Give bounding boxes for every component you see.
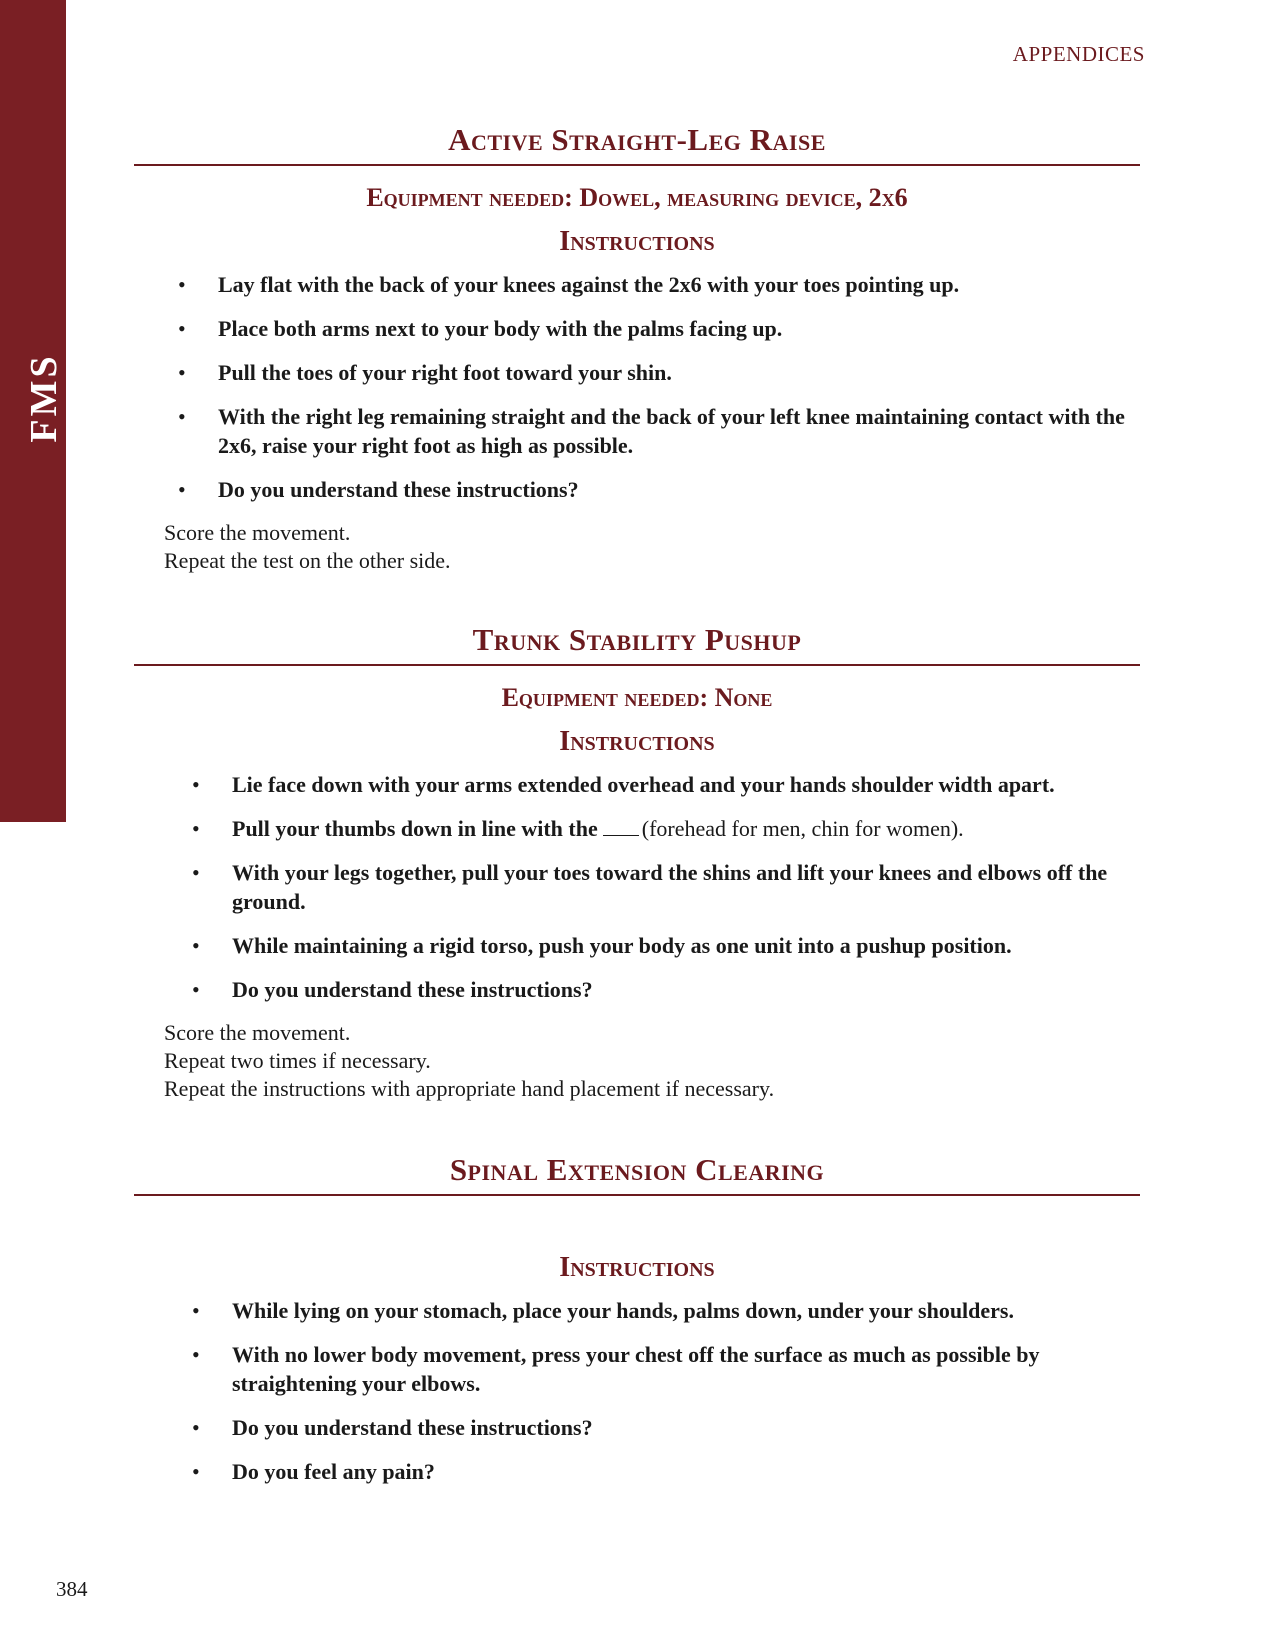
note-line: Score the movement. <box>164 1020 351 1045</box>
list-item-text: Do you understand these instructions? <box>218 477 579 502</box>
section-title: Trunk Stability Pushup <box>472 622 802 657</box>
list-item <box>134 975 1140 1004</box>
bullet-icon: • <box>192 1459 200 1484</box>
list-item-text: Pull your thumbs down in line with the <box>232 816 598 841</box>
list-item-text: With no lower body movement, press your chest off the surface as much as possible by straightening your elbows. <box>232 1342 1040 1396</box>
bullet-icon: • <box>192 816 200 841</box>
section-title: Active Straight-Leg Raise <box>448 122 826 157</box>
list-item <box>134 402 1140 460</box>
list-item <box>134 931 1140 960</box>
list-item <box>134 770 1140 799</box>
list-item-text: With your legs together, pull your toes toward the shins and lift your knees and elbows off the ground. <box>232 860 1108 914</box>
list-item <box>134 358 1140 387</box>
section-divider <box>134 1194 1140 1196</box>
instruction-list <box>134 770 1140 1004</box>
section-notes <box>134 519 1140 575</box>
instructions-heading: Instructions <box>559 726 715 757</box>
bullet-icon: • <box>178 360 186 385</box>
list-item <box>134 1413 1140 1442</box>
section-active-straight-leg-raise <box>134 122 1140 575</box>
note-line: Repeat the test on the other side. <box>164 548 451 573</box>
side-tab <box>0 0 66 822</box>
bullet-icon: • <box>192 933 200 958</box>
list-item-text-normal: (forehead for men, chin for women). <box>641 816 964 841</box>
list-item <box>134 270 1140 299</box>
list-item <box>134 858 1140 916</box>
list-item-text: Lay flat with the back of your knees against the 2x6 with your toes pointing up. <box>218 272 960 297</box>
list-item-text: With the right leg remaining straight and the back of your left knee maintaining contact with the 2x6, raise your right foot as high as possible. <box>218 404 1125 458</box>
bullet-icon: • <box>178 477 186 502</box>
section-divider <box>134 164 1140 166</box>
running-head: APPENDICES <box>1012 42 1145 66</box>
list-item-text: Pull the toes of your right foot toward your shin. <box>218 360 672 385</box>
bullet-icon: • <box>178 272 186 297</box>
list-item <box>134 314 1140 343</box>
section-notes <box>134 1019 1140 1103</box>
side-tab-label: FMS <box>23 353 65 443</box>
note-line: Repeat the instructions with appropriate hand placement if necessary. <box>164 1076 775 1101</box>
list-item-text: Do you feel any pain? <box>232 1459 435 1484</box>
list-item-text: Lie face down with your arms extended overhead and your hands shoulder width apart. <box>232 772 1055 797</box>
equipment-needed: Equipment needed: Dowel, measuring device, 2x6 <box>366 183 908 212</box>
bullet-icon: • <box>192 1342 200 1367</box>
bullet-icon: • <box>192 977 200 1002</box>
page-number: 384 <box>56 1577 88 1601</box>
instructions-heading: Instructions <box>559 1252 715 1283</box>
bullet-icon: • <box>178 316 186 341</box>
section-spinal-extension-clearing <box>134 1152 1140 1501</box>
list-item-text: While maintaining a rigid torso, push your body as one unit into a pushup position. <box>232 933 1012 958</box>
instruction-list <box>134 270 1140 504</box>
bullet-icon: • <box>192 1415 200 1440</box>
bullet-icon: • <box>192 1298 200 1323</box>
list-item <box>134 475 1140 504</box>
section-divider <box>134 664 1140 666</box>
section-title: Spinal Extension Clearing <box>449 1152 825 1187</box>
list-item <box>134 1296 1140 1325</box>
fill-in-blank <box>603 817 639 836</box>
list-item-text: Place both arms next to your body with the palms facing up. <box>218 316 783 341</box>
note-line: Score the movement. <box>164 520 351 545</box>
bullet-icon: • <box>192 860 200 885</box>
list-item <box>134 1457 1140 1486</box>
list-item <box>134 1340 1140 1398</box>
note-line: Repeat two times if necessary. <box>164 1048 431 1073</box>
instruction-list <box>134 1296 1140 1486</box>
equipment-needed: Equipment needed: None <box>501 683 773 712</box>
section-trunk-stability-pushup <box>134 622 1140 1103</box>
bullet-icon: • <box>178 404 186 429</box>
list-item-text: Do you understand these instructions? <box>232 977 593 1002</box>
list-item-text: Do you understand these instructions? <box>232 1415 593 1440</box>
list-item-text: While lying on your stomach, place your hands, palms down, under your shoulders. <box>232 1298 1014 1323</box>
list-item <box>134 814 1140 843</box>
bullet-icon: • <box>192 772 200 797</box>
instructions-heading: Instructions <box>559 226 715 257</box>
